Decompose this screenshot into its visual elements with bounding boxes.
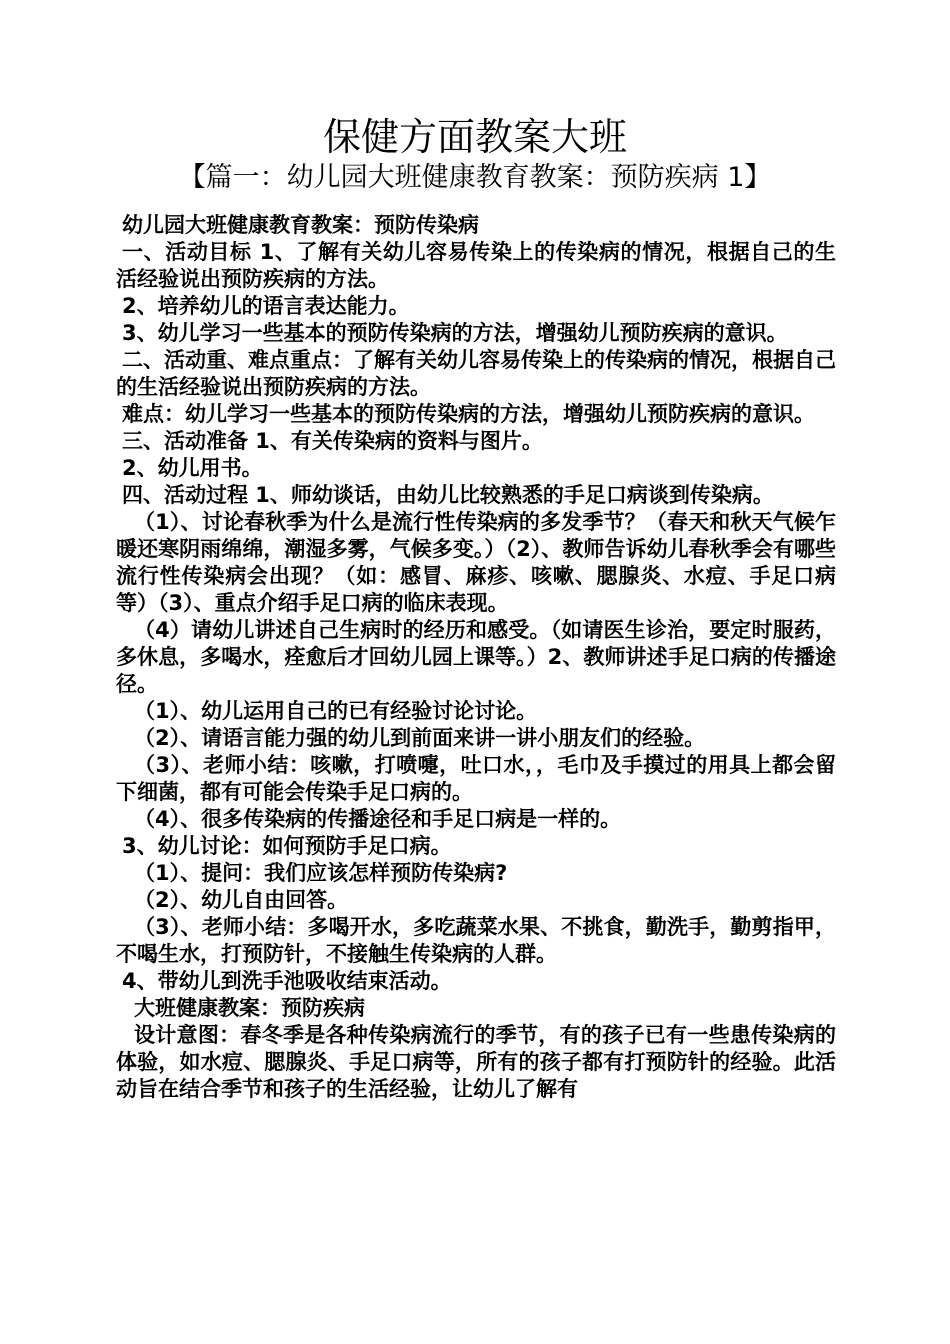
paragraph: 一、活动目标 1、了解有关幼儿容易传染上的传染病的情况，根据自己的生活经验说出预防疾病的方法。 xyxy=(116,240,836,291)
paragraph: （4）、很多传染病的传播途径和手足口病是一样的。 xyxy=(134,807,622,831)
paragraph: 3、幼儿学习一些基本的预防传染病的方法，增强幼儿预防疾病的意识。 xyxy=(122,321,788,345)
paragraph: 4、带幼儿到洗手池吸收结束活动。 xyxy=(122,969,452,993)
paragraph: （1）、提问：我们应该怎样预防传染病? xyxy=(134,861,508,885)
paragraph: 2、培养幼儿的语言表达能力。 xyxy=(122,294,410,318)
paragraph: 二、活动重、难点重点：了解有关幼儿容易传染上的传染病的情况，根据自己的生活经验说出预防疾病的方法。 xyxy=(116,348,836,399)
paragraph: 难点：幼儿学习一些基本的预防传染病的方法，增强幼儿预防疾病的意识。 xyxy=(122,402,815,426)
paragraph: 设计意图：春冬季是各种传染病流行的季节，有的孩子已有一些患传染病的体验，如水痘、腮腺炎、手足口病等，所有的孩子都有打预防针的经验。此活动旨在结合季节和孩子的生活经验，让幼儿了解有 xyxy=(116,1023,836,1101)
paragraph: （2）、请语言能力强的幼儿到前面来讲一讲小朋友们的经验。 xyxy=(134,726,706,750)
document-subtitle: 【篇一：幼儿园大班健康教育教案：预防疾病 1】 xyxy=(178,162,772,193)
paragraph: （1）、幼儿运用自己的已有经验讨论讨论。 xyxy=(134,699,538,723)
paragraph: 幼儿园大班健康教育教案：预防传染病 xyxy=(122,213,479,237)
paragraph: （4）请幼儿讲述自己生病时的经历和感受。（如请医生诊治，要定时服药，多休息，多喝水，痊愈后才回幼儿园上课等。）2、教师讲述手足口病的传播途径。 xyxy=(116,618,836,696)
paragraph: （3）、老师小结：多喝开水，多吃蔬菜水果、不挑食，勤洗手，勤剪指甲，不喝生水，打预防针，不接触生传染病的人群。 xyxy=(116,915,836,966)
paragraph: 2、幼儿用书。 xyxy=(122,456,263,480)
paragraph: 大班健康教案：预防疾病 xyxy=(134,996,365,1020)
paragraph: （1）、讨论春秋季为什么是流行性传染病的多发季节？（春天和秋天气候乍暖还寒阴雨绵绵，潮湿多雾，气候多变。）（2）、教师告诉幼儿春秋季会有哪些流行性传染病会出现？（如：感冒、麻疹、咳嗽、腮腺炎、水痘、手足口病等）（3）、重点介绍手足口病的临床表现。 xyxy=(116,510,836,615)
paragraph: （2）、幼儿自由回答。 xyxy=(134,888,349,912)
paragraph: （3）、老师小结：咳嗽，打喷嚏，吐口水，，毛巾及手摸过的用具上都会留下细菌，都有可能会传染手足口病的。 xyxy=(116,753,836,804)
document-title: 保健方面教案大班 xyxy=(322,115,627,159)
paragraph: 三、活动准备 1、有关传染病的资料与图片。 xyxy=(122,429,543,453)
document-body xyxy=(116,212,836,1103)
paragraph: 四、活动过程 1、师幼谈话，由幼儿比较熟悉的手足口病谈到传染病。 xyxy=(122,483,774,507)
paragraph: 3、幼儿讨论：如何预防手足口病。 xyxy=(122,834,452,858)
